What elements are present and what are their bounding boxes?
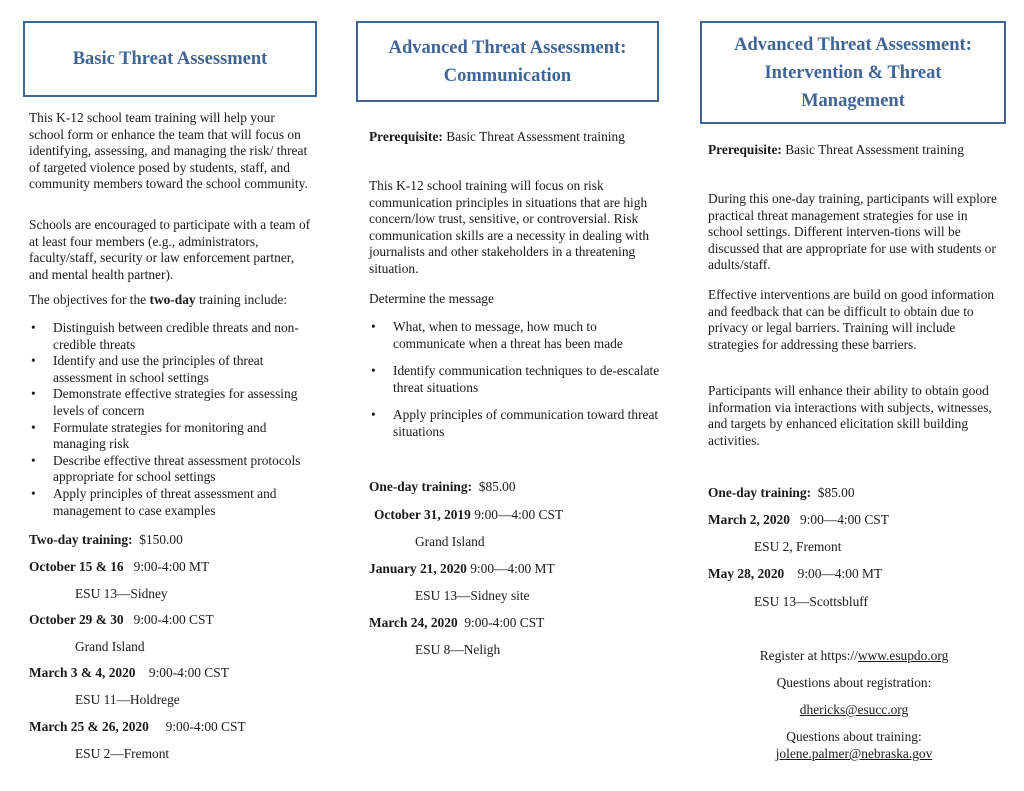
session-date: October 31, 2019 9:00—4:00 CST — [374, 507, 564, 522]
list-item: • Apply principles of threat assessment and management to case examples — [29, 486, 311, 519]
questions-training-label: Questions about training: — [786, 729, 922, 744]
communication-title-box — [356, 21, 659, 102]
basic-threat-title: Basic Threat Assessment — [72, 49, 268, 69]
session-location: ESU 8—Neligh — [415, 642, 501, 657]
basic-intro: This K-12 school team training will help your school form or enhance the team that will focus on identifying, assessing, and managing the risk/ threat of targeted violence posed by students, staff, and community members toward the school community. — [29, 110, 308, 192]
session-date: March 2, 2020 9:00—4:00 CST — [708, 512, 889, 527]
registration-email-line — [708, 702, 1000, 719]
basic-price: Two-day training: $150.00 — [29, 532, 183, 547]
intervention-title-line1: Advanced Threat Assessment: — [734, 34, 972, 55]
list-item: • Formulate strategies for monitoring and managing risk — [29, 420, 311, 453]
session-date: October 29 & 30 9:00-4:00 CST — [29, 612, 214, 627]
basic-threat-title-box — [23, 21, 317, 97]
session-location: Grand Island — [75, 639, 145, 654]
list-item: • Distinguish between credible threats and non-credible threats — [29, 320, 311, 353]
list-item: • Identify communication techniques to de-escalate threat situations — [369, 363, 661, 396]
basic-objectives-heading: The objectives for the two-day training include: — [29, 292, 288, 307]
session-location: ESU 2—Fremont — [75, 746, 170, 761]
basic-encouraged: Schools are encouraged to participate with a team of at least four members (e.g., administrators, faculty/staff, security or law enforcement partner, and mental health partner). — [29, 217, 311, 282]
intervention-para3: Participants will enhance their ability to obtain good information via interactions with subjects, witnesses, and targets by enhanced elicitation skill building activities. — [708, 383, 992, 448]
list-item: • What, when to message, how much to communicate when a threat has been made — [369, 319, 661, 352]
session-location: Grand Island — [415, 534, 485, 549]
list-item: • Describe effective threat assessment protocols appropriate for school settings — [29, 453, 311, 486]
register-line: Register at https://www.esupdo.org — [759, 648, 949, 663]
list-item: • Identify and use the principles of threat assessment in school settings — [29, 353, 311, 386]
communication-price: One-day training: $85.00 — [369, 479, 516, 494]
communication-title-line1: Advanced Threat Assessment: — [388, 37, 627, 58]
session-date: October 15 & 16 9:00-4:00 MT — [29, 559, 210, 574]
session-location: ESU 11—Holdrege — [75, 692, 180, 707]
session-location: ESU 13—Sidney — [75, 586, 168, 601]
communication-title-line2: Communication — [443, 65, 572, 86]
session-date: March 24, 2020 9:00-4:00 CST — [369, 615, 545, 630]
session-location: ESU 2, Fremont — [754, 539, 842, 554]
communication-determine: Determine the message — [369, 291, 494, 306]
intervention-prerequisite: Prerequisite: Basic Threat Assessment training — [708, 142, 964, 157]
session-date: March 25 & 26, 2020 9:00-4:00 CST — [29, 719, 246, 734]
questions-registration-label: Questions about registration: — [776, 675, 932, 690]
intervention-title-line2: Intervention & Threat — [764, 62, 942, 83]
register-link[interactable]: www.esupdo.org — [857, 648, 949, 663]
intervention-para1: During this one-day training, participants will explore practical threat management strategies for use in school settings. Different interven-tions will be discussed that are appropriate for use with students or adults/staff. — [708, 191, 997, 273]
session-date: May 28, 2020 9:00—4:00 MT — [708, 566, 883, 581]
intervention-title-box — [700, 21, 1006, 124]
communication-intro: This K-12 school training will focus on risk communication principles in situations that are high concern/low trust, sensitive, or controversial. Risk communication skills are a necessity in dealing with journalists and other stakeholders in a threatening situation. — [369, 178, 650, 276]
session-location: ESU 13—Scottsbluff — [754, 594, 868, 609]
session-date: January 21, 2020 9:00—4:00 MT — [369, 561, 555, 576]
list-item: • Demonstrate effective strategies for assessing levels of concern — [29, 386, 311, 419]
registration-email-link[interactable]: dhericks@esucc.org — [799, 702, 909, 717]
session-location: ESU 13—Sidney site — [415, 588, 530, 603]
intervention-para2: Effective interventions are build on good information and feedback that can be difficult to obtain due to privacy or legal barriers. Training will include strategies for addressing these barriers. — [708, 287, 995, 352]
communication-bullet-list — [369, 319, 661, 441]
intervention-price: One-day training: $85.00 — [708, 485, 855, 500]
communication-prerequisite: Prerequisite: Basic Threat Assessment training — [369, 129, 625, 144]
training-email-line — [708, 746, 1000, 763]
training-email-link[interactable]: jolene.palmer@nebraska.gov — [775, 746, 933, 761]
session-date: March 3 & 4, 2020 9:00-4:00 CST — [29, 665, 229, 680]
list-item: • Apply principles of communication toward threat situations — [369, 407, 661, 440]
basic-objectives-list — [29, 320, 311, 519]
intervention-title-line3: Management — [801, 90, 905, 111]
